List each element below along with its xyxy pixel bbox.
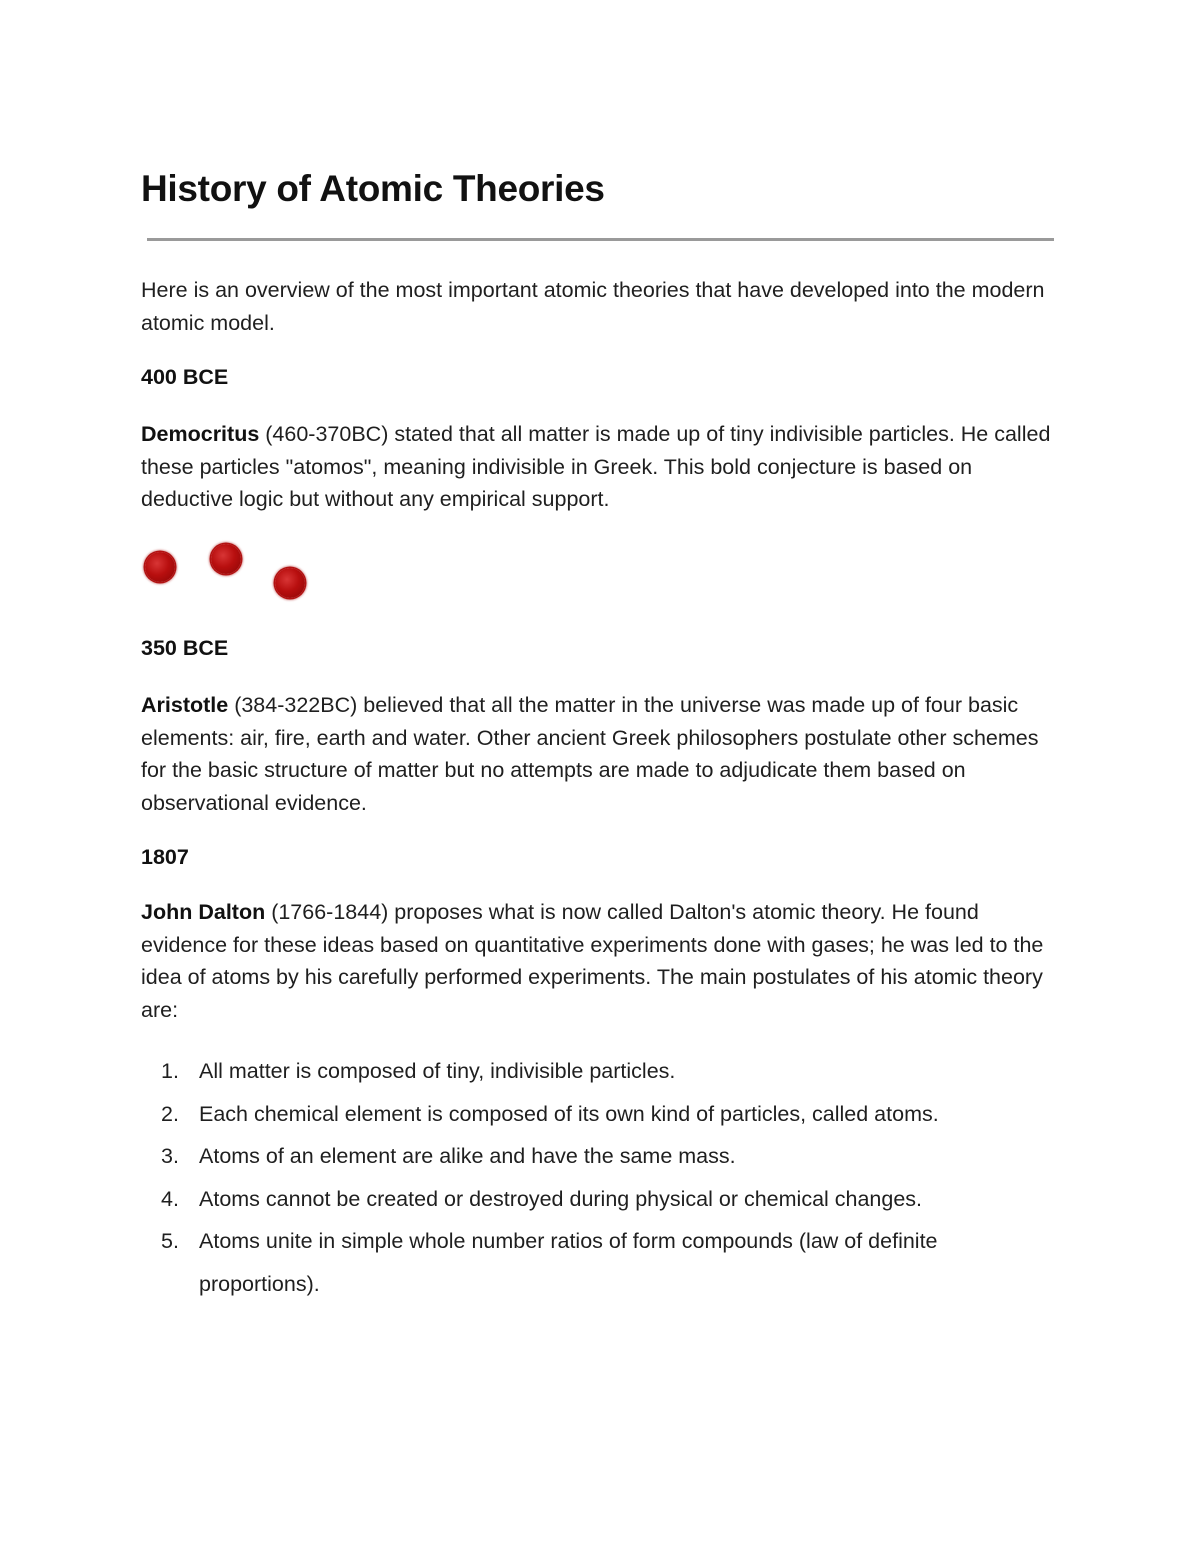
- aristotle-text: (384-322BC) believed that all the matter in the universe was made up of four basic elements: air, fire, earth and water. Other ancient Greek philosophers postulate other schemes for the basic structure of matter but no attempts are made to adjudicate them based on observational evidence.: [141, 693, 1039, 815]
- atom-particle: [145, 552, 175, 582]
- democritus-paragraph: [141, 418, 1061, 516]
- list-item: [141, 1050, 1061, 1093]
- title-divider: [147, 238, 1054, 241]
- aristotle-name: Aristotle: [141, 693, 229, 717]
- postulates-list: [141, 1050, 1061, 1305]
- intro-paragraph: Here is an overview of the most important atomic theories that have developed into the modern atomic model.: [141, 278, 1045, 335]
- list-item-text: Atoms of an element are alike and have the same mass.: [199, 1144, 736, 1168]
- democritus-name: Democritus: [141, 422, 260, 446]
- list-item-number: 4.: [161, 1186, 179, 1211]
- dalton-text: (1766-1844) proposes what is now called Dalton's atomic theory. He found evidence for these ideas based on quantitative experiments done with gases; he was led to the idea of atoms by his carefully performed experiments. The main postulates of his atomic theory are:: [141, 900, 1044, 1022]
- aristotle-paragraph: [141, 689, 1061, 819]
- list-item-text: Each chemical element is composed of its own kind of particles, called atoms.: [199, 1101, 939, 1126]
- atom-particle: [275, 568, 305, 598]
- list-item: [141, 1220, 1061, 1305]
- democritus-text: (460-370BC) stated that all matter is made up of tiny indivisible particles. He called these particles "atomos", meaning indivisible in Greek. This bold conjecture is based on deductive logic but without any empirical support.: [141, 422, 1051, 511]
- list-item-text: Atoms cannot be created or destroyed during physical or chemical changes.: [199, 1186, 923, 1211]
- list-item: [141, 1093, 1061, 1136]
- list-item-number: 3.: [161, 1144, 179, 1168]
- list-item: [141, 1178, 1061, 1221]
- dalton-paragraph: [141, 896, 1061, 1026]
- list-item-text: Atoms unite in simple whole number ratios of form compounds (law of definite proportions).: [199, 1229, 938, 1296]
- section-heading-350-bce: 350 BCE: [141, 636, 229, 660]
- atom-particle: [211, 544, 241, 574]
- page-title: History of Atomic Theories: [141, 168, 605, 209]
- section-heading-1807: 1807: [141, 845, 189, 869]
- list-item-number: 2.: [161, 1101, 179, 1126]
- list-item: [141, 1135, 1061, 1178]
- list-item-text: All matter is composed of tiny, indivisible particles.: [199, 1059, 676, 1083]
- list-item-number: 1.: [161, 1059, 179, 1083]
- list-item-number: 5.: [161, 1229, 179, 1253]
- dalton-name: John Dalton: [141, 900, 266, 924]
- atoms-illustration: [141, 535, 341, 610]
- section-heading-400-bce: 400 BCE: [141, 365, 229, 389]
